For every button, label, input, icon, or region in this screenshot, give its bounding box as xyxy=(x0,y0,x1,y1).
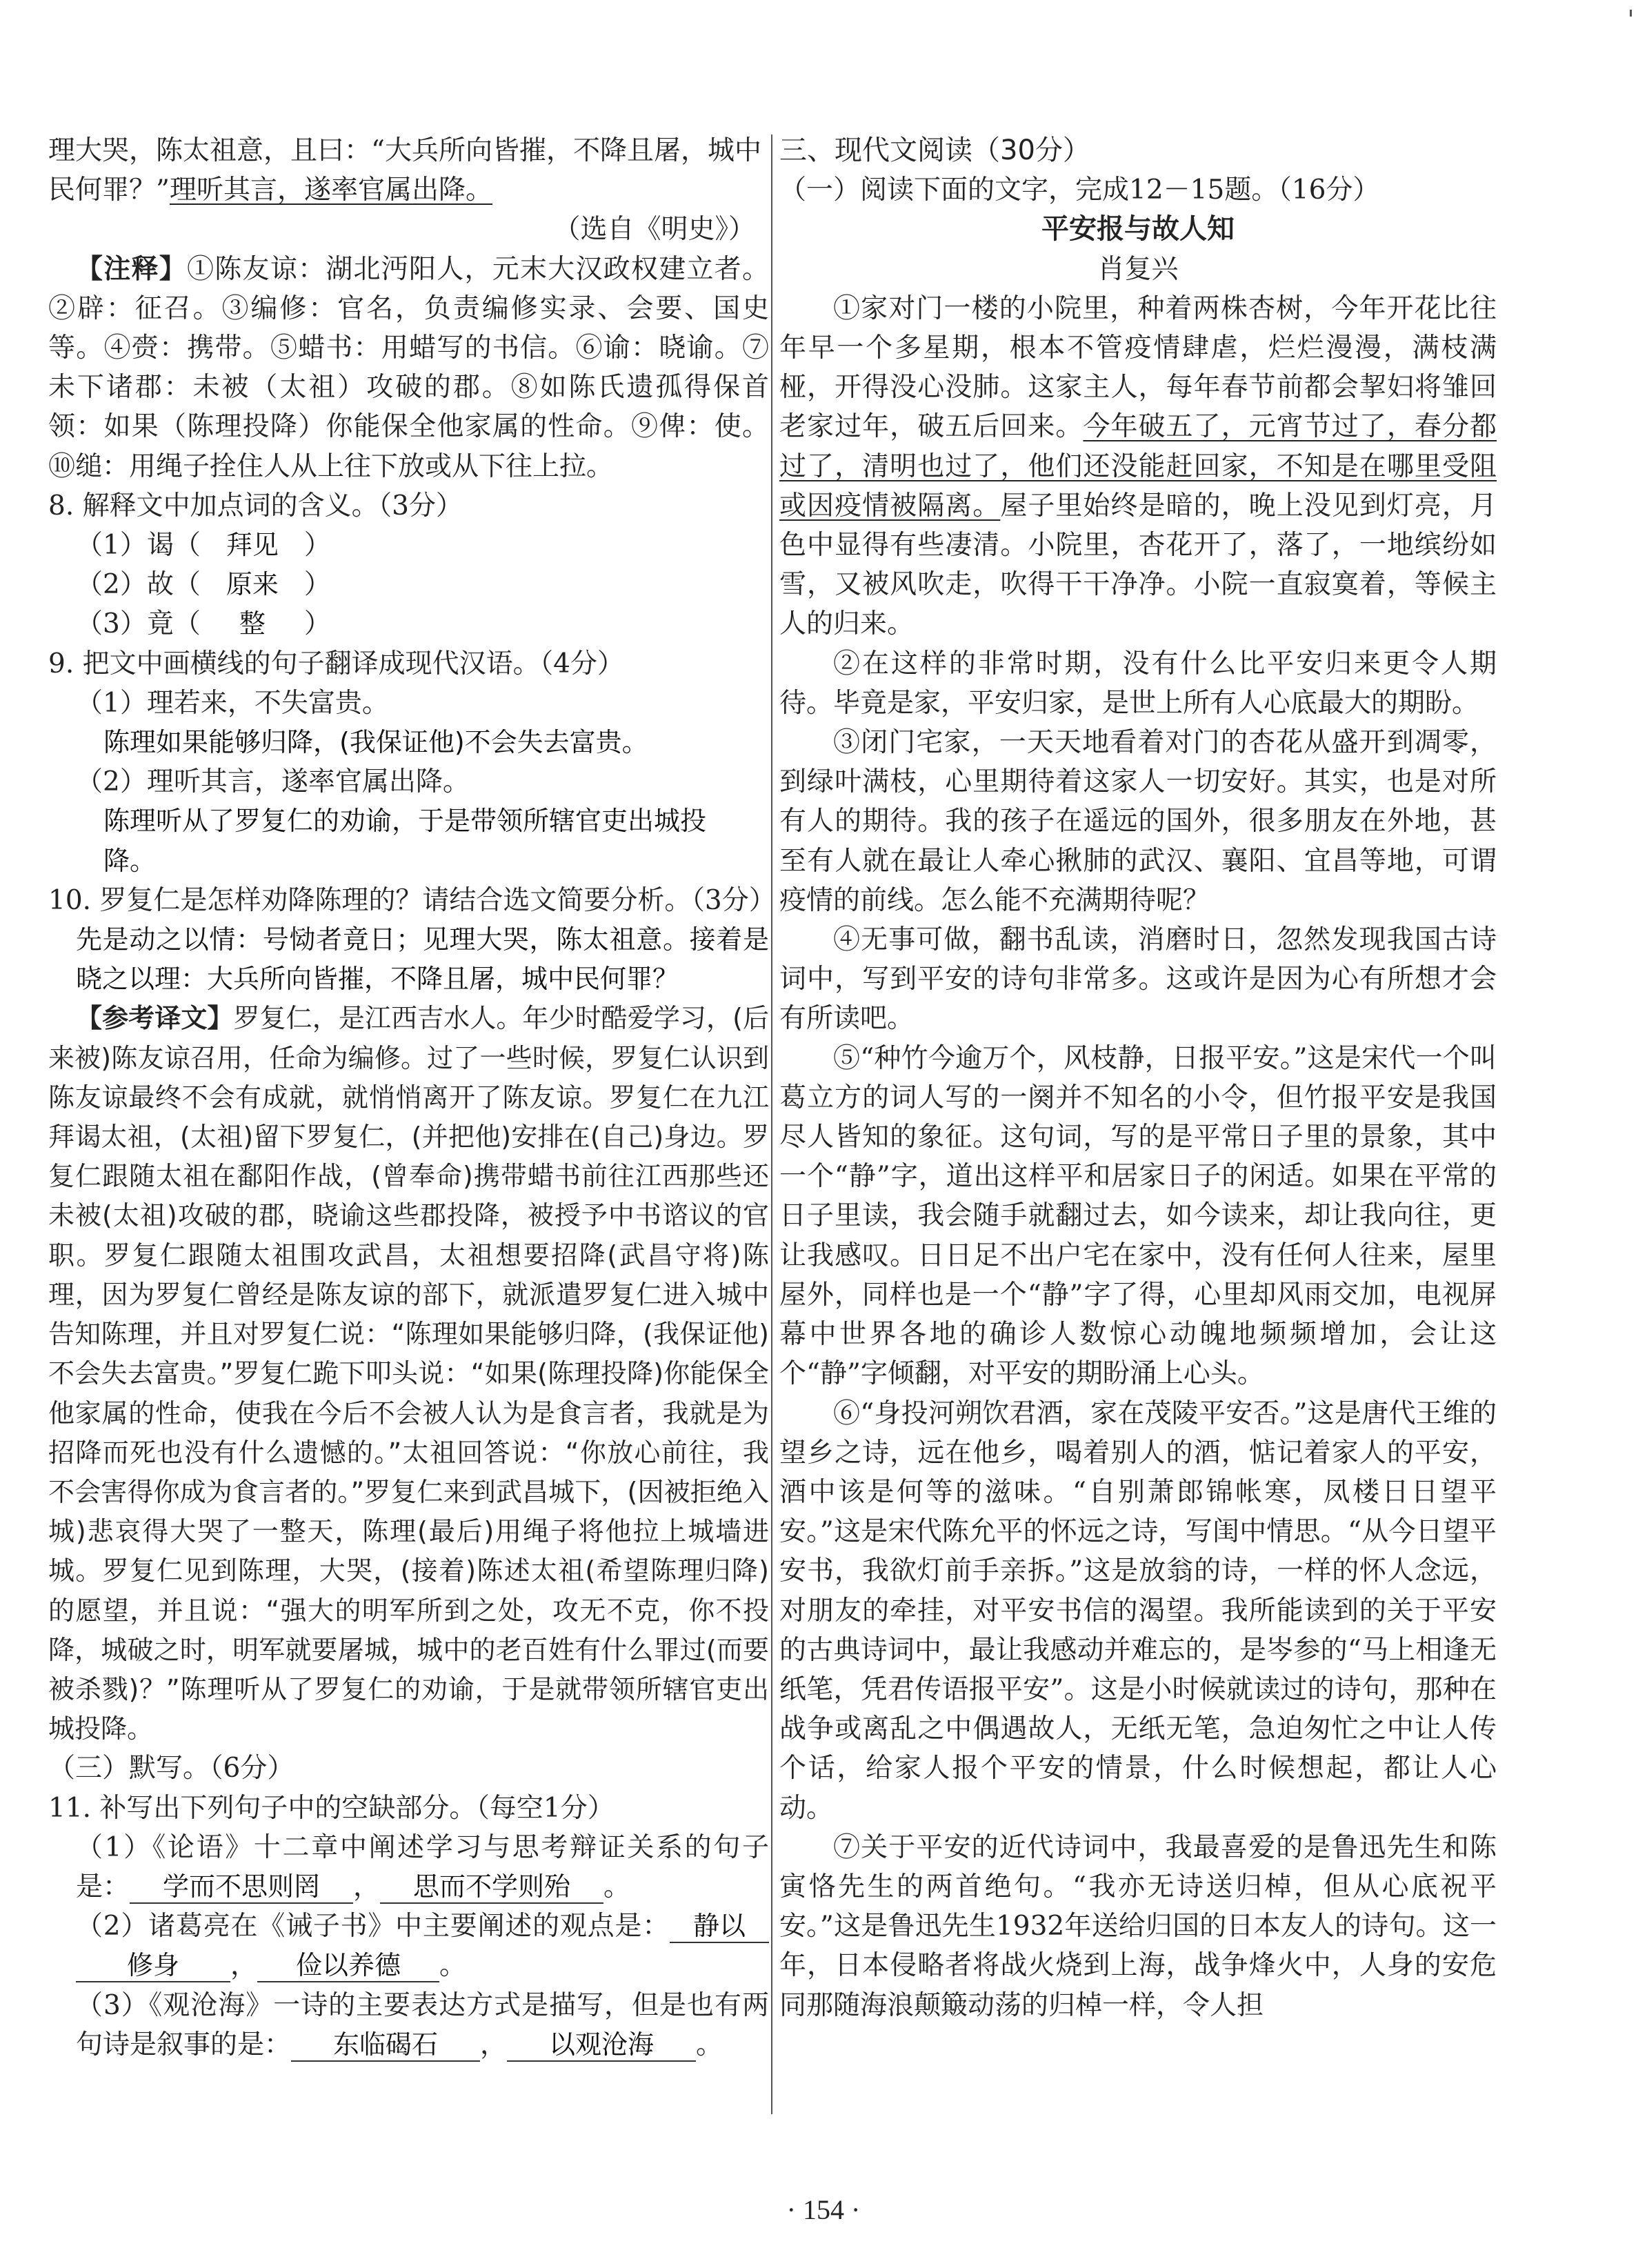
q11-answer-1b: 思而不学则殆 xyxy=(380,1871,603,1904)
q8-item-3: （3）竟（ 整 ） xyxy=(76,608,331,640)
q11-answer-3b: 以观沧海 xyxy=(507,2029,696,2062)
section-heading: 三、现代文阅读（30分） xyxy=(779,135,1090,166)
right-column xyxy=(779,131,1497,2025)
article-author: 肖复兴 xyxy=(1097,253,1179,285)
q11-answer-2a-cont: 修身 xyxy=(76,1949,230,1982)
q8-item-2: （2）故（ 原来 ） xyxy=(76,569,331,601)
q11-answer-1a: 学而不思则罔 xyxy=(130,1871,353,1904)
q9-answer-2: 陈理听从了罗复仁的劝谕，于是带领所辖官吏出城投降。 xyxy=(103,806,707,876)
article-title: 平安报与故人知 xyxy=(1041,213,1235,246)
paragraph-4: ④无事可做，翻书乱读，消磨时日，忽然发现我国古诗词中，写到平安的诗句非常多。这或许是因为心有所想才会有所读吧。 xyxy=(779,924,1497,1035)
paragraph-2: ②在这样的非常时期，没有什么比平安归来更令人期待。毕竟是家，平安归家，是世上所有人心底最大的期盼。 xyxy=(779,648,1497,719)
question-11-stem: 11. 补写出下列句子中的空缺部分。（每空1分） xyxy=(48,1792,615,1824)
q11-item-2: （2）诸葛亮在《诫子书》中主要阐述的观点是： 静以修身 ， 俭以养德 。 xyxy=(48,1907,769,1985)
q8-item-1: （1）谒（ 拜见 ） xyxy=(76,530,331,561)
annotation: 【注释】①陈友谅：湖北沔阳人，元末大汉政权建立者。②辟：征召。③编修：官名，负责编修实录、会要、国史等。④赍：携带。⑤蜡书：用蜡写的书信。⑥谕：晓谕。⑦未下诸郡：未被（太祖）攻破的郡。⑧如陈氏遗孤得保首领：如果（陈理投降）你能保全他家属的性命。⑨俾：使。⑩缒：用绳子拴住人从上往下放或从下往上拉。 xyxy=(48,252,769,482)
question-10-stem: 10. 罗复仁是怎样劝降陈理的？请结合选文简要分析。（3分） xyxy=(48,884,776,916)
q9-sentence-2: （2）理听其言，遂率官属出降。 xyxy=(76,766,470,798)
column-divider xyxy=(771,135,772,2114)
paragraph-6: ⑥“身投河朔饮君酒，家在茂陵平安否。”这是唐代王维的望乡之诗，远在他乡，喝着别人的酒，惦记着家人的平安，酒中该是何等的滋味。“自别萧郎锦帐寒，凤楼日日望平安。”这是宋代陈允平的怀远之诗，写闺中情思。“从今日望平安书，我欲灯前手亲拆。”这是放翁的诗，一样的怀人念远，对朋友的牵挂，对平安书信的渴望。我所能读到的关于平安的古典诗词中，最让我感动并难忘的，是岑参的“马上相逢无纸笔，凭君传语报平安”。这是小时候就读过的诗句，那种在战争或离乱之中偶遇故人，无纸无笔，急迫匆忙之中让人传个话，给家人报个平安的情景，什么时候想起，都让人心动。 xyxy=(779,1397,1497,1824)
paragraph-7: ⑦关于平安的近代诗词中，我最喜爱的是鲁迅先生和陈寅恪先生的两首绝句。“我亦无诗送归棹，但从心底祝平安。”这是鲁迅先生1932年送给归国的日本友人的诗句。这一年，日本侵略者将战火烧到上海，战争烽火中，人身的安危同那随海浪颠簸动荡的归棹一样，令人担 xyxy=(779,1831,1497,2021)
q9-answer-1: 陈理如果能够归降，(我保证他)不会失去富贵。 xyxy=(103,727,648,758)
passage-line-1: 理大哭，陈太祖意，且曰：“大兵所向皆摧，不降且屠，城中 xyxy=(48,135,761,166)
section-3-heading: （三）默写。（6分） xyxy=(48,1753,295,1784)
paragraph-1: ①家对门一楼的小院里，种着两株杏树，今年开花比往年早一个多星期，根本不管疫情肆虐，烂烂漫漫，满枝满桠，开得没心没肺。这家主人，每年春节前都会挈妇将雏回老家过年，破五后回来。今年破五了，元宵节过了，春分都过了，清明也过了，他们还没能赶回家，不知是在哪里受阻或因疫情被隔离。屋子里始终是暗的，晚上没见到灯亮，月色中显得有些凄清。小院里，杏花开了，落了，一地缤纷如雪，又被风吹走，吹得干干净净。小院一直寂寞着，等候主人的归来。 xyxy=(779,292,1497,640)
source-citation: （选自《明史》） xyxy=(553,214,755,246)
underlined-sentence: 理听其言，遂率官属出降。 xyxy=(169,175,492,206)
underlined-passage: 今年破五了，元宵节过了，春分都过了，清明也过了，他们还没能赶回家，不知是在哪里受阻或因疫情被隔离。 xyxy=(779,411,1497,521)
passage-line-2: 民何罪？”理听其言，遂率官属出降。 xyxy=(48,175,492,206)
q11-item-3: （3）《观沧海》一诗的主要表达方式是描写，但是也有两句诗是叙事的是： 东临碣石 ， 以观沧海 。 xyxy=(76,1989,769,2060)
left-column xyxy=(48,131,776,2065)
q9-sentence-1: （1）理若来，不失富贵。 xyxy=(76,687,389,719)
page-number: · 154 · xyxy=(786,2194,861,2225)
question-8-stem: 8. 解释文中加点词的含义。（3分） xyxy=(48,490,463,521)
question-9-stem: 9. 把文中画横线的句子翻译成现代汉语。（4分） xyxy=(48,648,624,679)
q11-answer-2a: 静以 xyxy=(670,1910,769,1943)
subsection-heading: （一）阅读下面的文字，完成12－15题。（16分） xyxy=(779,175,1380,206)
reference-translation: 【参考译文】罗复仁，是江西吉水人。年少时酷爱学习，(后来被)陈友谅召用，任命为编修。过了一些时候，罗复仁认识到陈友谅最终不会有成就，就悄悄离开了陈友谅。罗复仁在九江拜谒太祖，(太祖)留下罗复仁，(并把他)安排在(自己)身边。罗复仁跟随太祖在鄱阳作战，(曾奉命)携带蜡书前往江西那些还未被(太祖)攻破的郡，晓谕这些郡投降，被授予中书谘议的官职。罗复仁跟随太祖围攻武昌，太祖想要招降(武昌守将)陈理，因为罗复仁曾经是陈友谅的部下，就派遣罗复仁进入城中告知陈理，并且对罗复仁说：“陈理如果能够归降，(我保证他)不会失去富贵。”罗复仁跪下叩头说：“如果(陈理投降)你能保全他家属的性命，使我在今后不会被人认为是食言者，我就是为招降而死也没有什么遗憾的。”太祖回答说：“你放心前往，我不会害得你成为食言者的。”罗复仁来到武昌城下，(因被拒绝入城)悲哀得大哭了一整天，陈理(最后)用绳子将他拉上城墙进城。罗复仁见到陈理，大哭，(接着)陈述太祖(希望陈理归降)的愿望，并且说：“强大的明军所到之处，攻无不克，你不投降，城破之时，明军就要屠城，城中的老百姓有什么罪过(而要被杀戮)？”陈理听从了罗复仁的劝谕，于是就带领所辖官吏出城投降。 xyxy=(48,1003,769,1744)
q10-answer: 先是动之以情：号恸者竟日；见理大哭，陈太祖意。接着是晓之以理：大兵所向皆摧，不降且屠，城中民何罪？ xyxy=(76,924,769,995)
corner-mark xyxy=(1630,10,1632,17)
paragraph-3: ③闭门宅家，一天天地看着对门的杏花从盛开到凋零，到绿叶满枝，心里期待着这家人一切安好。其实，也是对所有人的期待。我的孩子在遥远的国外，很多朋友在外地，甚至有人就在最让人牵心揪肺的武汉、襄阳、宜昌等地，可谓疫情的前线。怎么能不充满期待呢？ xyxy=(779,727,1497,916)
q11-answer-2b: 俭以养德 xyxy=(257,1949,439,1982)
paragraph-5: ⑤“种竹今逾万个，风枝静，日报平安。”这是宋代一个叫葛立方的词人写的一阕并不知名的小令，但竹报平安是我国尽人皆知的象征。这句词，写的是平常日子里的景象，其中一个“静”字，道出这样平和居家日子的闲适。如果在平常的日子里读，我会随手就翻过去，如今读来，却让我向往，更让我感叹。日日足不出户宅在家中，没有任何人往来，屋里屋外，同样也是一个“静”字了得，心里却风雨交加，电视屏幕中世界各地的确诊人数惊心动魄地频频增加，会让这个“静”字倾翻，对平安的期盼涌上心头。 xyxy=(779,1042,1497,1390)
q11-answer-3a: 东临碣石 xyxy=(291,2029,480,2062)
q11-item-1: （1）《论语》十二章中阐述学习与思考辩证关系的句子是： 学而不思则罔 ， 思而不学则殆 。 xyxy=(76,1831,769,1902)
